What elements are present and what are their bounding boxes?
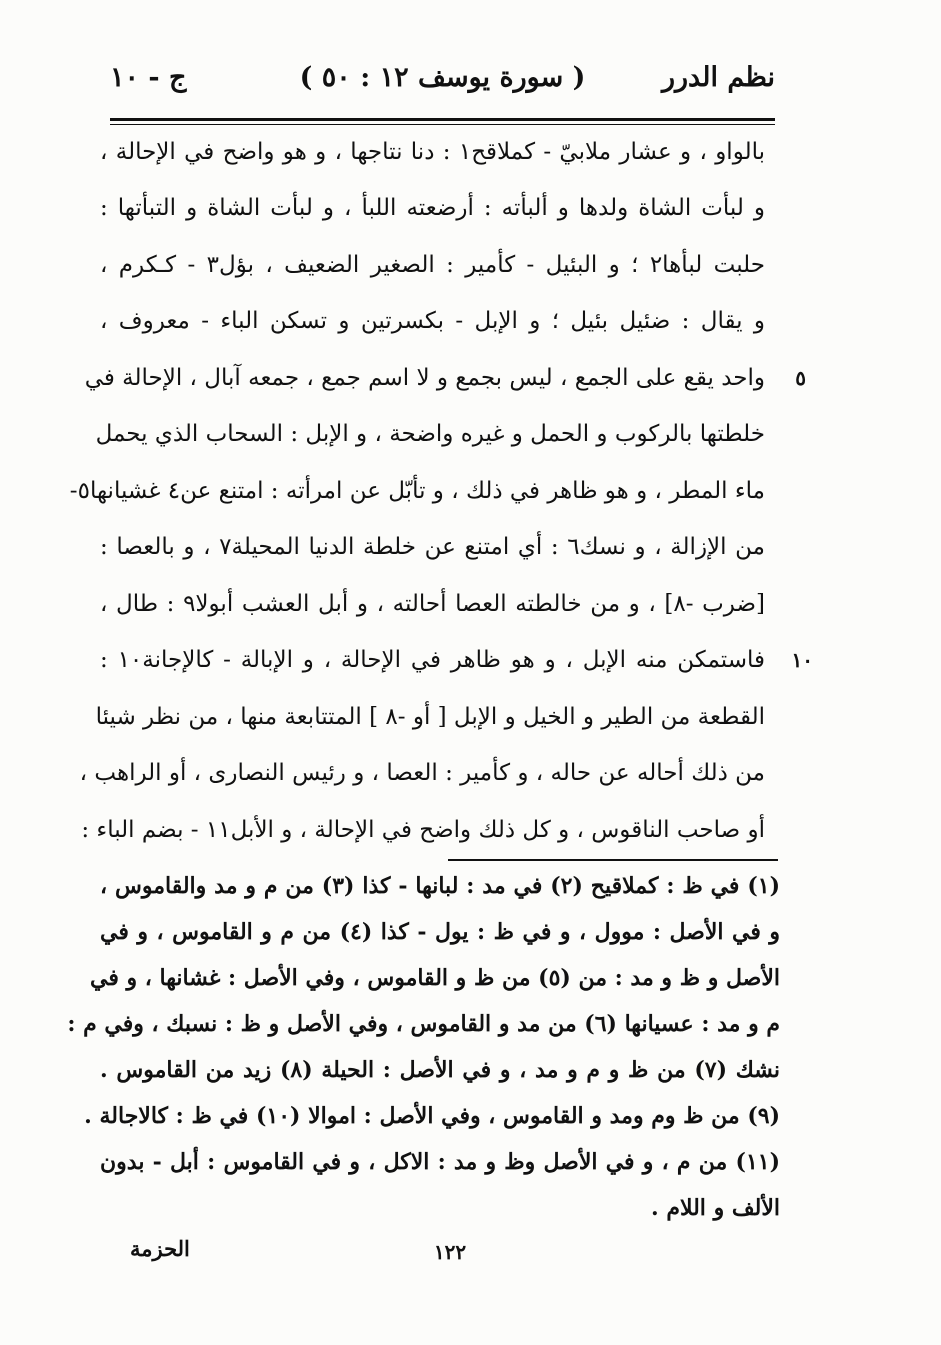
part-number: ج - ١٠	[110, 62, 187, 93]
page-number: ١٢٢	[433, 1240, 467, 1264]
text-line: واحد يقع على الجمع ، ليس بجمع و لا اسم جمع ، جمعه آبال ، الإحالة في	[84, 365, 765, 391]
footnote-line: (١) في ظ : كملاقيح (٢) في مد : لبانها - كذا (٣) من م و مد والقاموس ،	[100, 873, 780, 899]
surah-reference: ( سورة يوسف ١٢ : ٥٠ )	[299, 62, 586, 93]
footnote-line: م و مد : عسيانها (٦) من مد و القاموس ، وفي الأصل و ظ : نسبك ، وفي م :	[67, 1011, 780, 1037]
footnote-rule	[448, 859, 778, 861]
text-line: [ضرب -٨] ، و من خالطته العصا أحالته ، و أبل العشب أبولا٩ : طال ،	[100, 591, 766, 617]
text-line: و لبأت الشاة ولدها و ألبأته : أرضعته اللبأ ، و لبأت الشاة و التبأتها :	[100, 195, 765, 221]
text-line: و يقال : ضئيل بئيل ؛ و الإبل - بكسرتين و تسكن الباء - معروف ،	[100, 308, 765, 334]
footnote-line: (٩) من ظ وم ومد و القاموس ، وفي الأصل : اموالا (١٠) في ظ : كالاجالة .	[84, 1103, 780, 1129]
footnote-line: (١١) من م ، و في الأصل وظ و مد : الاكل ، و في القاموس : أبل - بدون	[100, 1149, 780, 1175]
header-rule-thin	[110, 124, 775, 125]
header-rule-thick	[110, 118, 775, 121]
text-line: حلبت لبأها٢ ؛ و البئيل - كأمير : الصغير الضعيف ، بؤل٣ - كـكرم ،	[100, 252, 765, 278]
signature-mark: الحزمة	[130, 1236, 190, 1261]
text-line: أو صاحب الناقوس ، و كل ذلك واضح في الإحالة ، و الأبل١١ - بضم الباء :	[81, 817, 765, 843]
running-header	[110, 62, 775, 102]
book-title: نظم الدرر	[661, 62, 775, 93]
text-line: خلطتها بالركوب و الحمل و غيره واضحة ، و الإبل : السحاب الذي يحمل	[95, 421, 765, 447]
footnote-line: الأصل و ظ و مد : من (٥) من ظ و القاموس ، وفي الأصل : غشانها ، و في	[90, 965, 780, 991]
text-line: من الإزالة ، و نسك٦ : أي امتنع عن خلطة الدنيا المحيلة٧ ، و بالعصا :	[100, 534, 765, 560]
margin-line-number: ١٠	[791, 648, 813, 672]
text-line: من ذلك أحاله عن حاله ، و كأمير : العصا ، و رئيس النصارى ، أو الراهب ،	[79, 760, 765, 786]
text-line: القطعة من الطير و الخيل و الإبل [ أو -٨ ] المتتابعة منها ، من نظر شيئا	[95, 704, 765, 730]
text-line: ماء المطر ، و هو ظاهر في ذلك ، و تأبّل عن امرأته : امتنع عن٤ غشيانها٥-	[69, 478, 765, 504]
footnote-line: و في الأصل : موول ، و في ظ : يول - كذا (٤) من م و القاموس ، و في	[100, 919, 781, 945]
margin-line-number: ٥	[795, 366, 806, 390]
footnote-line: نشك (٧) من ظ و م و مد ، و في الأصل : الحيلة (٨) زيد من القاموس .	[100, 1057, 781, 1083]
footnote-line: الألف و اللام .	[651, 1195, 780, 1221]
text-line: فاستمكن منه الإبل ، و هو ظاهر في الإحالة ، و الإبالة - كالإجانة١٠ :	[100, 647, 765, 673]
text-line: بالواو ، و عشار ملابيّ - كملاقح١ : دنا نتاجها ، و هو واضح في الإحالة ،	[100, 139, 765, 165]
